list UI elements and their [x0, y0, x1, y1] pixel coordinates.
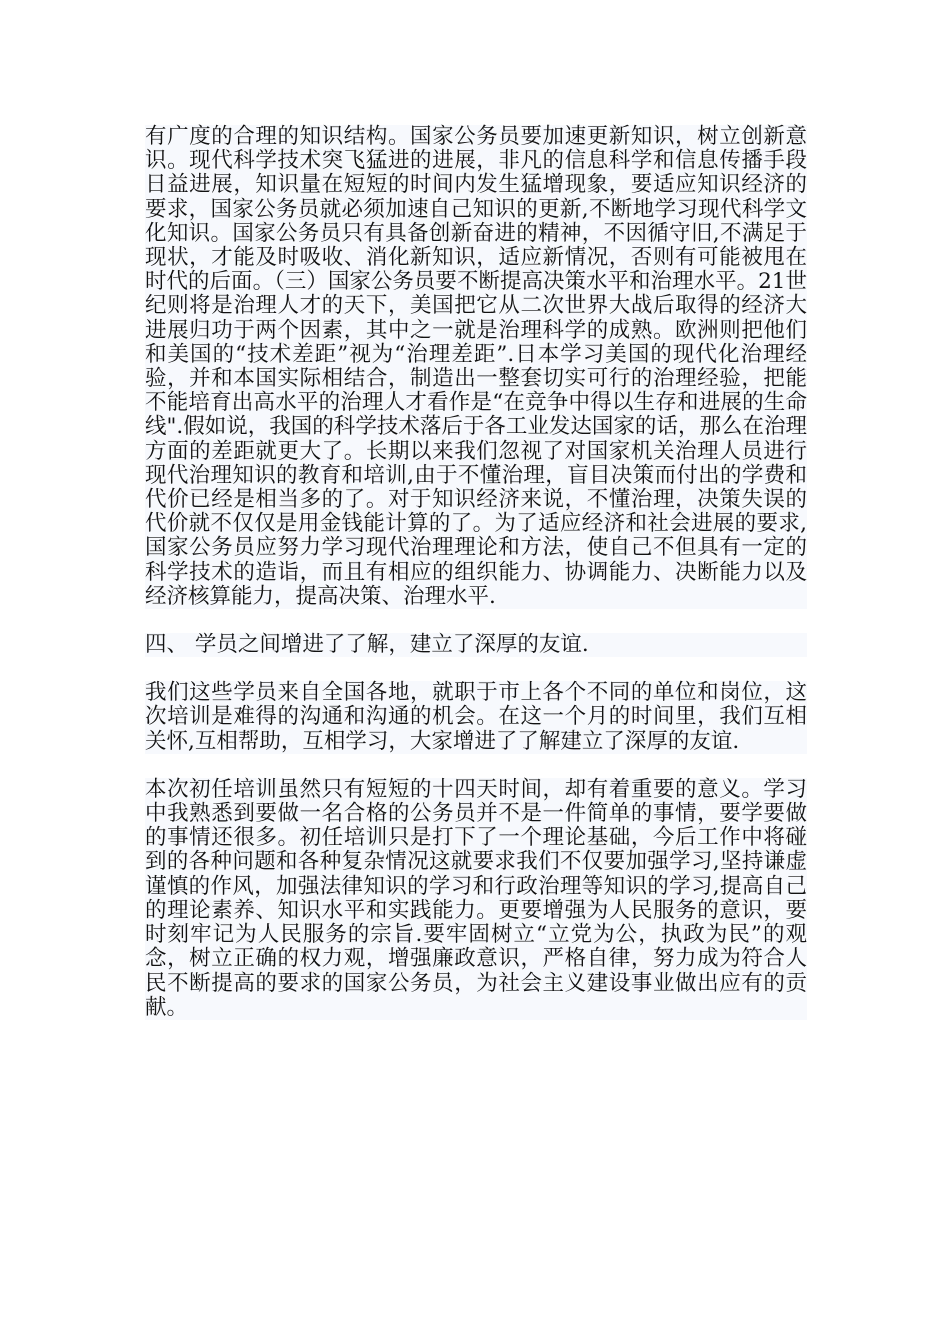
- paragraph-spacer: [145, 754, 807, 778]
- section-heading-friendship: 四、 学员之间增进了了解，建立了深厚的友谊.: [145, 633, 807, 657]
- paragraph-spacer: [145, 657, 807, 681]
- paragraph-knowledge-management: 有广度的合理的知识结构。国家公务员要加速更新知识，树立创新意识。现代科学技术突飞猛进的进展，非凡的信息科学和信息传播手段日益进展，知识量在短短的时间内发生猛增现象，要适应知识经济的要求，国家公务员就必须加速自己知识的更新,不断地学习现代科学文化知识。国家公务员只有具备创新奋进的精神，不因循守旧,不满足于现状，才能及时吸收、消化新知识，适应新情况，否则有可能被甩在时代的后面。（三）国家公务员要不断提高决策水平和治理水平。21世纪则将是治理人才的天下，美国把它从二次世界大战后取得的经济大进展归功于两个因素，其中之一就是治理科学的成熟。欧洲则把他们和美国的“技术差距”视为“治理差距”.日本学习美国的现代化治理经验，并和本国实际相结合，制造出一整套切实可行的治理经验，把能不能培育出高水平的治理人才看作是“在竞争中得以生存和进展的生命线".假如说，我国的科学技术落后于各工业发达国家的话，那么在治理方面的差距就更大了。长期以来我们忽视了对国家机关治理人员进行现代治理知识的教育和培训,由于不懂治理，盲目决策而付出的学费和代价已经是相当多的了。对于知识经济来说，不懂治理，决策失误的代价就不仅仅是用金钱能计算的了。为了适应经济和社会进展的要求,国家公务员应努力学习现代治理理论和方法，使自己不但具有一定的科学技术的造诣，而且有相应的组织能力、协调能力、决断能力以及经济核算能力，提高决策、治理水平.: [145, 124, 807, 609]
- paragraph-trainees: 我们这些学员来自全国各地，就职于市上各个不同的单位和岗位，这次培训是难得的沟通和沟通的机会。在这一个月的时间里，我们互相关怀,互相帮助，互相学习，大家增进了了解建立了深厚的友谊.: [145, 680, 807, 754]
- paragraph-spacer: [145, 609, 807, 633]
- document-body: [145, 125, 807, 1020]
- paragraph-conclusion: 本次初任培训虽然只有短短的十四天时间，却有着重要的意义。学习中我熟悉到要做一名合格的公务员并不是一件简单的事情，要学要做的事情还很多。初任培训只是打下了一个理论基础，今后工作中将碰到的各种问题和各种复杂情况这就要求我们不仅要加强学习,坚持谦虚谨慎的作风，加强法律知识的学习和行政治理等知识的学习,提高自己的理论素养、知识水平和实践能力。更要增强为人民服务的意识，要时刻牢记为人民服务的宗旨.要牢固树立“立党为公，执政为民”的观念，树立正确的权力观，增强廉政意识，严格自律，努力成为符合人民不断提高的要求的国家公务员，为社会主义建设事业做出应有的贡献。: [145, 776, 807, 1020]
